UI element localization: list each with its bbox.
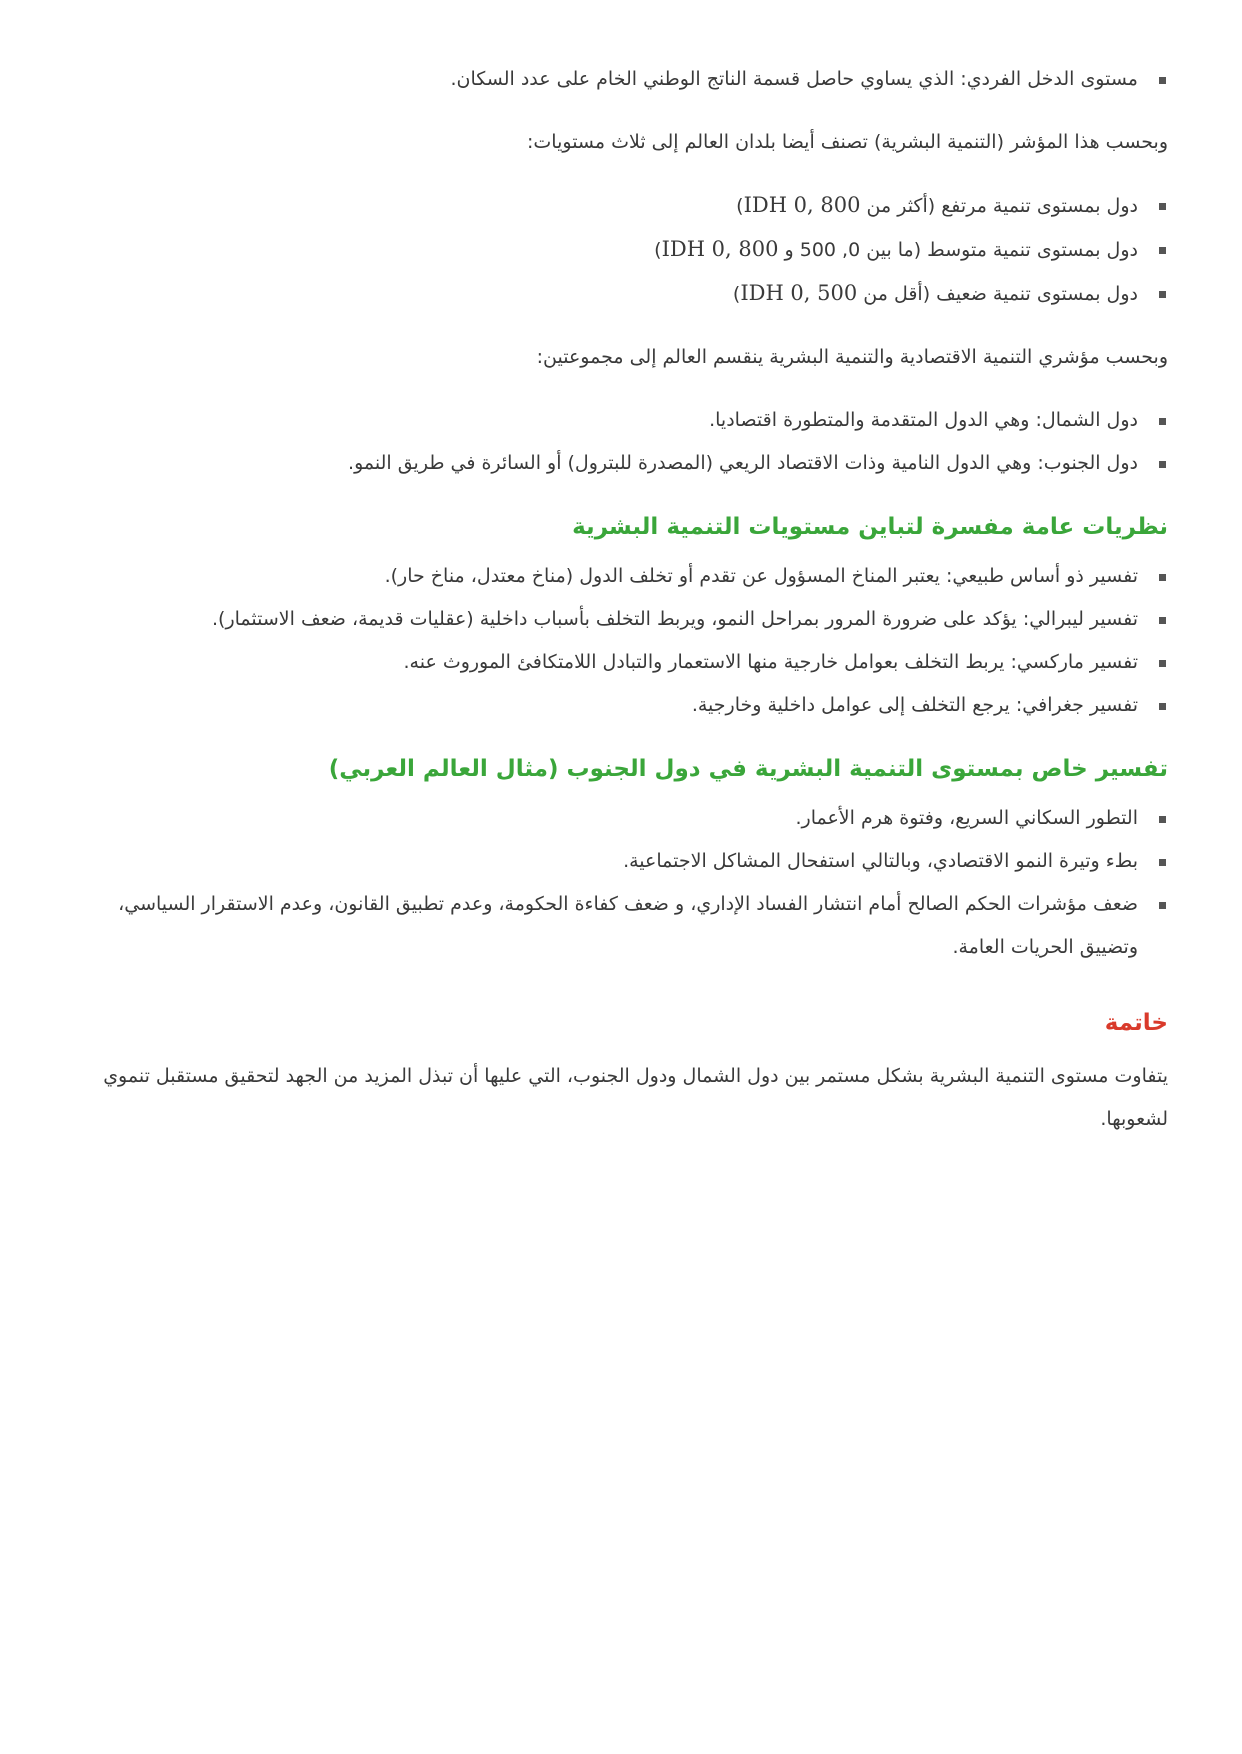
list-item-text: ) bbox=[654, 239, 662, 261]
section-heading-theories: نظريات عامة مفسرة لتباين مستويات التنمية البشرية bbox=[572, 514, 1168, 540]
list-item bbox=[70, 684, 1168, 727]
list-item bbox=[70, 228, 1168, 272]
list-item-text: ) bbox=[732, 283, 741, 305]
list-item-text: دول بمستوى تنمية ضعيف (أقل من bbox=[857, 283, 1138, 305]
list-item-text: تفسير جغرافي: يرجع التخلف إلى عوامل داخلية وخارجية. bbox=[691, 694, 1138, 716]
list-item-text: تفسير ماركسي: يربط التخلف بعوامل خارجية منها الاستعمار والتبادل اللامتكافئ الموروث عنه. bbox=[403, 651, 1138, 673]
square-bullet-icon bbox=[1159, 203, 1166, 210]
list-item-text: تفسير ذو أساس طبيعي: يعتبر المناخ المسؤول عن تقدم أو تخلف الدول (مناخ معتدل، مناخ حار). bbox=[384, 565, 1138, 587]
list-item bbox=[70, 555, 1168, 598]
square-bullet-icon bbox=[1159, 291, 1166, 298]
conclusion-paragraph: يتفاوت مستوى التنمية البشرية بشكل مستمر بين دول الشمال ودول الجنوب، التي عليها أن تبذل المزيد من الجهد لتحقيق مستقبل تنموي لشعوبها. bbox=[103, 1065, 1168, 1130]
list-item-text: بطء وتيرة النمو الاقتصادي، وبالتالي استفحال المشاكل الاجتماعية. bbox=[623, 850, 1138, 872]
list-item bbox=[70, 58, 1168, 101]
list-item-text: دول الشمال: وهي الدول المتقدمة والمتطورة اقتصاديا. bbox=[709, 409, 1138, 431]
square-bullet-icon bbox=[1159, 418, 1166, 425]
list-item bbox=[70, 641, 1168, 684]
section-heading-south: تفسير خاص بمستوى التنمية البشرية في دول الجنوب (مثال العالم العربي) bbox=[328, 756, 1168, 782]
square-bullet-icon bbox=[1159, 859, 1166, 866]
square-bullet-icon bbox=[1159, 902, 1166, 909]
math-expression: IDH 0, 800 bbox=[743, 193, 861, 217]
square-bullet-icon bbox=[1159, 77, 1166, 84]
list-item bbox=[70, 883, 1168, 969]
square-bullet-icon bbox=[1159, 703, 1166, 710]
math-expression: IDH 0, 500 bbox=[740, 281, 858, 305]
square-bullet-icon bbox=[1159, 816, 1166, 823]
groups-list bbox=[70, 399, 1168, 485]
list-item bbox=[70, 442, 1168, 485]
list-item-text: ضعف مؤشرات الحكم الصالح أمام انتشار الفساد الإداري، و ضعف كفاءة الحكومة، وعدم تطبيق القانون، وعدم الاستقرار السياسي، وتضييق الحريات العامة. bbox=[118, 893, 1138, 958]
list-item bbox=[70, 598, 1168, 641]
square-bullet-icon bbox=[1159, 247, 1166, 254]
list-item bbox=[70, 797, 1168, 840]
paragraph-groups-intro: وبحسب مؤشري التنمية الاقتصادية والتنمية البشرية ينقسم العالم إلى مجموعتين: bbox=[536, 346, 1168, 368]
south-list bbox=[70, 797, 1168, 969]
list-item-text: مستوى الدخل الفردي: الذي يساوي حاصل قسمة الناتج الوطني الخام على عدد السكان. bbox=[450, 68, 1138, 90]
levels-list bbox=[70, 184, 1168, 316]
square-bullet-icon bbox=[1159, 461, 1166, 468]
document-page bbox=[70, 58, 1168, 1141]
list-item-text: دول بمستوى تنمية متوسط (ما بين 0, 500 و bbox=[778, 239, 1138, 261]
paragraph-levels-intro: وبحسب هذا المؤشر (التنمية البشرية) تصنف أيضا بلدان العالم إلى ثلاث مستويات: bbox=[527, 131, 1168, 153]
list-item bbox=[70, 840, 1168, 883]
list-item-text: دول بمستوى تنمية مرتفع (أكثر من bbox=[860, 195, 1138, 217]
theories-list bbox=[70, 555, 1168, 727]
list-item-text: ) bbox=[736, 195, 744, 217]
list-item-text: التطور السكاني السريع، وفتوة هرم الأعمار. bbox=[795, 807, 1138, 829]
square-bullet-icon bbox=[1159, 660, 1166, 667]
conclusion-heading: خاتمة bbox=[1104, 1010, 1168, 1036]
list-item-text: دول الجنوب: وهي الدول النامية وذات الاقتصاد الريعي (المصدرة للبترول) أو السائرة في طريق النمو. bbox=[348, 452, 1138, 474]
list-item-text: تفسير ليبرالي: يؤكد على ضرورة المرور بمراحل النمو، ويربط التخلف بأسباب داخلية (عقليات قديمة، ضعف الاستثمار). bbox=[212, 608, 1138, 630]
list-item bbox=[70, 399, 1168, 442]
square-bullet-icon bbox=[1159, 574, 1166, 581]
list-item bbox=[70, 184, 1168, 228]
square-bullet-icon bbox=[1159, 617, 1166, 624]
income-list bbox=[70, 58, 1168, 101]
math-expression: IDH 0, 800 bbox=[661, 237, 779, 261]
list-item bbox=[70, 272, 1168, 316]
